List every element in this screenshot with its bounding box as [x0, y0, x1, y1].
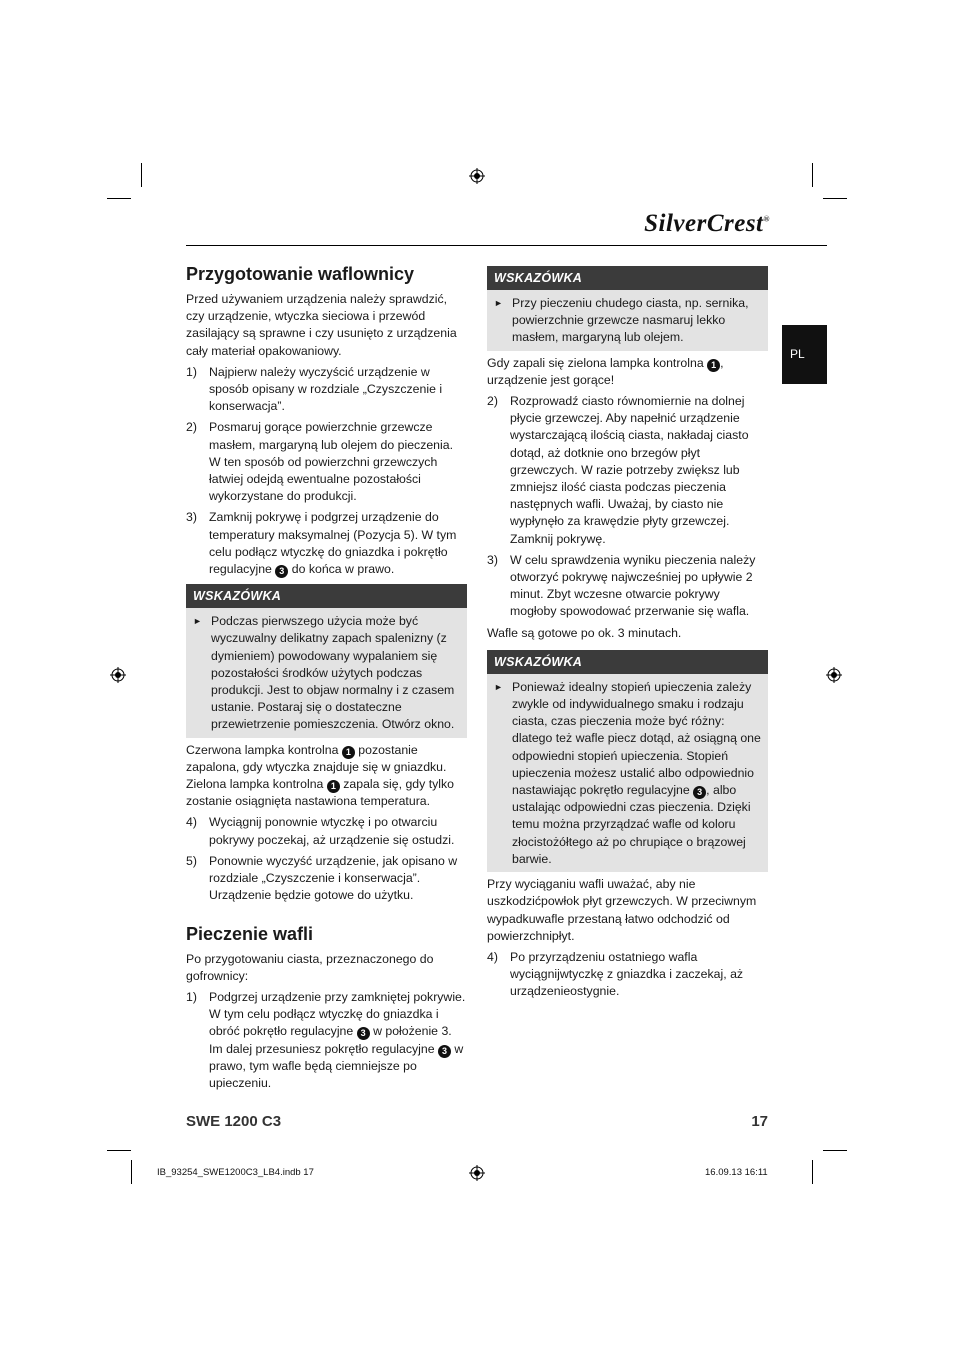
step-text: Najpierw należy wyczyścić urządzenie w sposób opisany w rozdziale „Czyszczenie i konserwacja”.: [209, 364, 443, 414]
step-text: Posmaruj gorące powierzchnie grzewcze masłem, margaryną lub olejem do pieczenia. W ten sposób od powierzchni grzewczych łatwiej odejdą ewentualne pozostałości wykorzystane do produkcji.: [209, 420, 454, 504]
registration-mark-icon: [110, 667, 126, 683]
left-column: [186, 263, 467, 1096]
section-title: Pieczenie wafli: [186, 923, 314, 944]
bullet-arrow-icon: ►: [494, 681, 503, 692]
list-item: [487, 552, 768, 621]
step-number: 3): [186, 510, 197, 525]
list-item: [186, 419, 467, 505]
step-text: Zamknij pokrywę i podgrzej urządzenie do temperatury maksymalnej (Pozycja 5). W tym celu podłącz wtyczkę do gniazdka i pokrętło regulacyjne: [209, 510, 457, 577]
reference-number-icon: 3: [693, 786, 706, 799]
right-column: [487, 266, 768, 1005]
slug-file: IB_93254_SWE1200C3_LB4.indb 17: [157, 1167, 314, 1178]
note-heading: WSKAZÓWKA: [186, 584, 467, 608]
step-text: Po przyrządzeniu ostatniego wafla wyciągnijwtyczkę z gniazdka i zaczekaj, aż urządzenieostygnie.: [510, 949, 744, 999]
section-title: Przygotowanie waflownicy: [186, 264, 415, 284]
note-text: Podczas pierwszego użycia może być wyczuwalny delikatny zapach spalenizny (z dymieniem) powodowany wypalaniem się pozostałości środków użytych podczas produkcji. Jest to objaw normalny i z czasem ustanie. Postaraj się o dostateczne przewietrzenie pomieszczenia. Otwórz okno.: [211, 614, 455, 732]
list-item: [487, 949, 768, 1001]
step-number: 2): [186, 420, 197, 435]
step-number: 5): [186, 853, 197, 868]
note-heading: WSKAZÓWKA: [487, 266, 768, 290]
step-number: 2): [487, 394, 498, 409]
reference-number-icon: 1: [342, 746, 355, 759]
reference-number-icon: 1: [707, 359, 720, 372]
list-item: [186, 364, 467, 416]
crop-mark: [107, 198, 131, 199]
step-number: 1): [186, 989, 197, 1004]
list-item: [186, 853, 467, 905]
list-item: 1) Podgrzej urządzenie przy zamkniętej pokrywie. W tym celu podłącz wtyczkę do gniazdka i obróć pokrętło regulacyjne 3 w położenie 3. Im dalej przesuniesz pokrętło regulacyjne 3 w prawo, tym wafle będą ciemniejsze po upieczeniu.: [186, 989, 466, 1090]
step-number: 3): [487, 552, 498, 567]
list-item: [186, 814, 467, 848]
reference-number-icon: 1: [327, 780, 340, 793]
bullet-arrow-icon: ►: [193, 616, 202, 627]
ready-paragraph: Wafle są gotowe po ok. 3 minutach.: [487, 625, 682, 640]
registration-mark-icon: [469, 1165, 485, 1181]
registration-mark-icon: [826, 667, 842, 683]
brand-logo: SilverCrest®: [644, 210, 770, 237]
removal-paragraph: Przy wyciąganiu wafli uważać, aby nie uszkodzićpowłok płyt grzewczych. W przeciwnym wypadkuwafle przestaną łatwo odchodzić od powierzchnipłyt.: [487, 877, 757, 943]
note-heading: WSKAZÓWKA: [487, 650, 768, 674]
intro-paragraph: Po przygotowaniu ciasta, przeznaczonego do gofrownicy:: [186, 951, 434, 983]
language-tab: [782, 325, 827, 384]
step-number: 4): [186, 815, 197, 830]
reference-number-icon: 3: [438, 1045, 451, 1058]
crop-mark: [107, 1150, 131, 1151]
note-text: Przy pieczeniu chudego ciasta, np. sernika, powierzchnie grzewcze nasmaruj lekko masłem, margaryną lub olejem.: [512, 296, 749, 345]
step-text: Rozprowadź ciasto równomiernie na dolnej płycie grzewczej. Aby napełnić urządzenie wystarczającą ilością ciasta, nakładaj ciasto dotąd, aż dotknie ono brzegów płyt grzewczych. W razie potrzeby zwiększ lub zmniejsz ilość ciasta podczas pieczenia następnych wafli. Uważaj, by ciasto nie wypłynęło za krawędzie płyty grzewczej. Zamknij pokrywę.: [510, 394, 749, 546]
step-text: do końca w prawo.: [291, 562, 395, 577]
lamp-paragraph: Czerwona lampka kontrolna 1 pozostanie zapalona, gdy wtyczka znajduje się w gniazdku. Zielona lampka kontrolna 1 zapala się, gdy tylko zostanie osiągnięta nastawiona temperatura.: [186, 742, 454, 809]
note-box: WSKAZÓWKA ► Ponieważ idealny stopień upieczenia zależy zwykle od indywidualnego smaku i rodzaju ciasta, czas pieczenia może być różny: dlatego też wafle piecz dotąd, aż osiągną one odpowiedni stopień upieczenia. Stopień upieczenia możesz ustalić albo odpowiednio nastawiając pokrętło regulacyjne 3 , albo ustalając odpowiedni czas pieczenia. Dzięki temu można przyrządzać wafle od koloru złocistożółtego aż po chrupiące o brązowej barwie.: [487, 650, 768, 872]
reference-number-icon: 3: [357, 1027, 370, 1040]
model-number: SWE 1200 C3: [186, 1113, 282, 1130]
crop-mark: [812, 1160, 813, 1184]
crop-mark: [812, 163, 813, 187]
crop-mark: [131, 1160, 132, 1184]
green-lamp-paragraph: Gdy zapali się zielona lampka kontrolna 1 , urządzenie jest gorące!: [487, 355, 724, 387]
header-rule: [186, 245, 827, 246]
note-box: [487, 266, 768, 351]
crop-mark: [823, 198, 847, 199]
crop-mark: [823, 1150, 847, 1151]
bullet-arrow-icon: ►: [494, 298, 503, 308]
reference-number-icon: 3: [275, 565, 288, 578]
registration-mark-icon: [469, 168, 485, 184]
language-tab-label: PL: [790, 347, 805, 361]
crop-mark: [141, 163, 142, 187]
intro-paragraph: Przed używaniem urządzenia należy sprawdzić, czy urządzenie, wtyczka sieciowa i przewód zasilający są sprawne i czy usunięto z urządzenia cały materiał opakowaniowy.: [186, 292, 457, 358]
list-item: [487, 393, 768, 548]
list-item: [186, 509, 467, 578]
step-text: Ponownie wyczyść urządzenie, jak opisano w rozdziale „Czyszczenie i konserwacja”. Urządzenie będzie gotowe do użytku.: [209, 853, 458, 903]
step-number: 1): [186, 364, 197, 379]
slug-date: 16.09.13 16:11: [705, 1167, 768, 1178]
step-text: W celu sprawdzenia wyniku pieczenia należy otworzyć pokrywę najwcześniej po upływie 2 minut. Zbyt wczesne otwarcie pokrywy mogłoby spowodować przerwanie się wafla.: [510, 552, 756, 619]
step-number: 4): [487, 949, 498, 964]
step-text: Wyciągnij ponownie wtyczkę i po otwarciu pokrywy poczekaj, aż urządzenie się ostudzi.: [209, 815, 455, 847]
note-box: [186, 584, 467, 737]
page-number: 17: [751, 1113, 768, 1130]
